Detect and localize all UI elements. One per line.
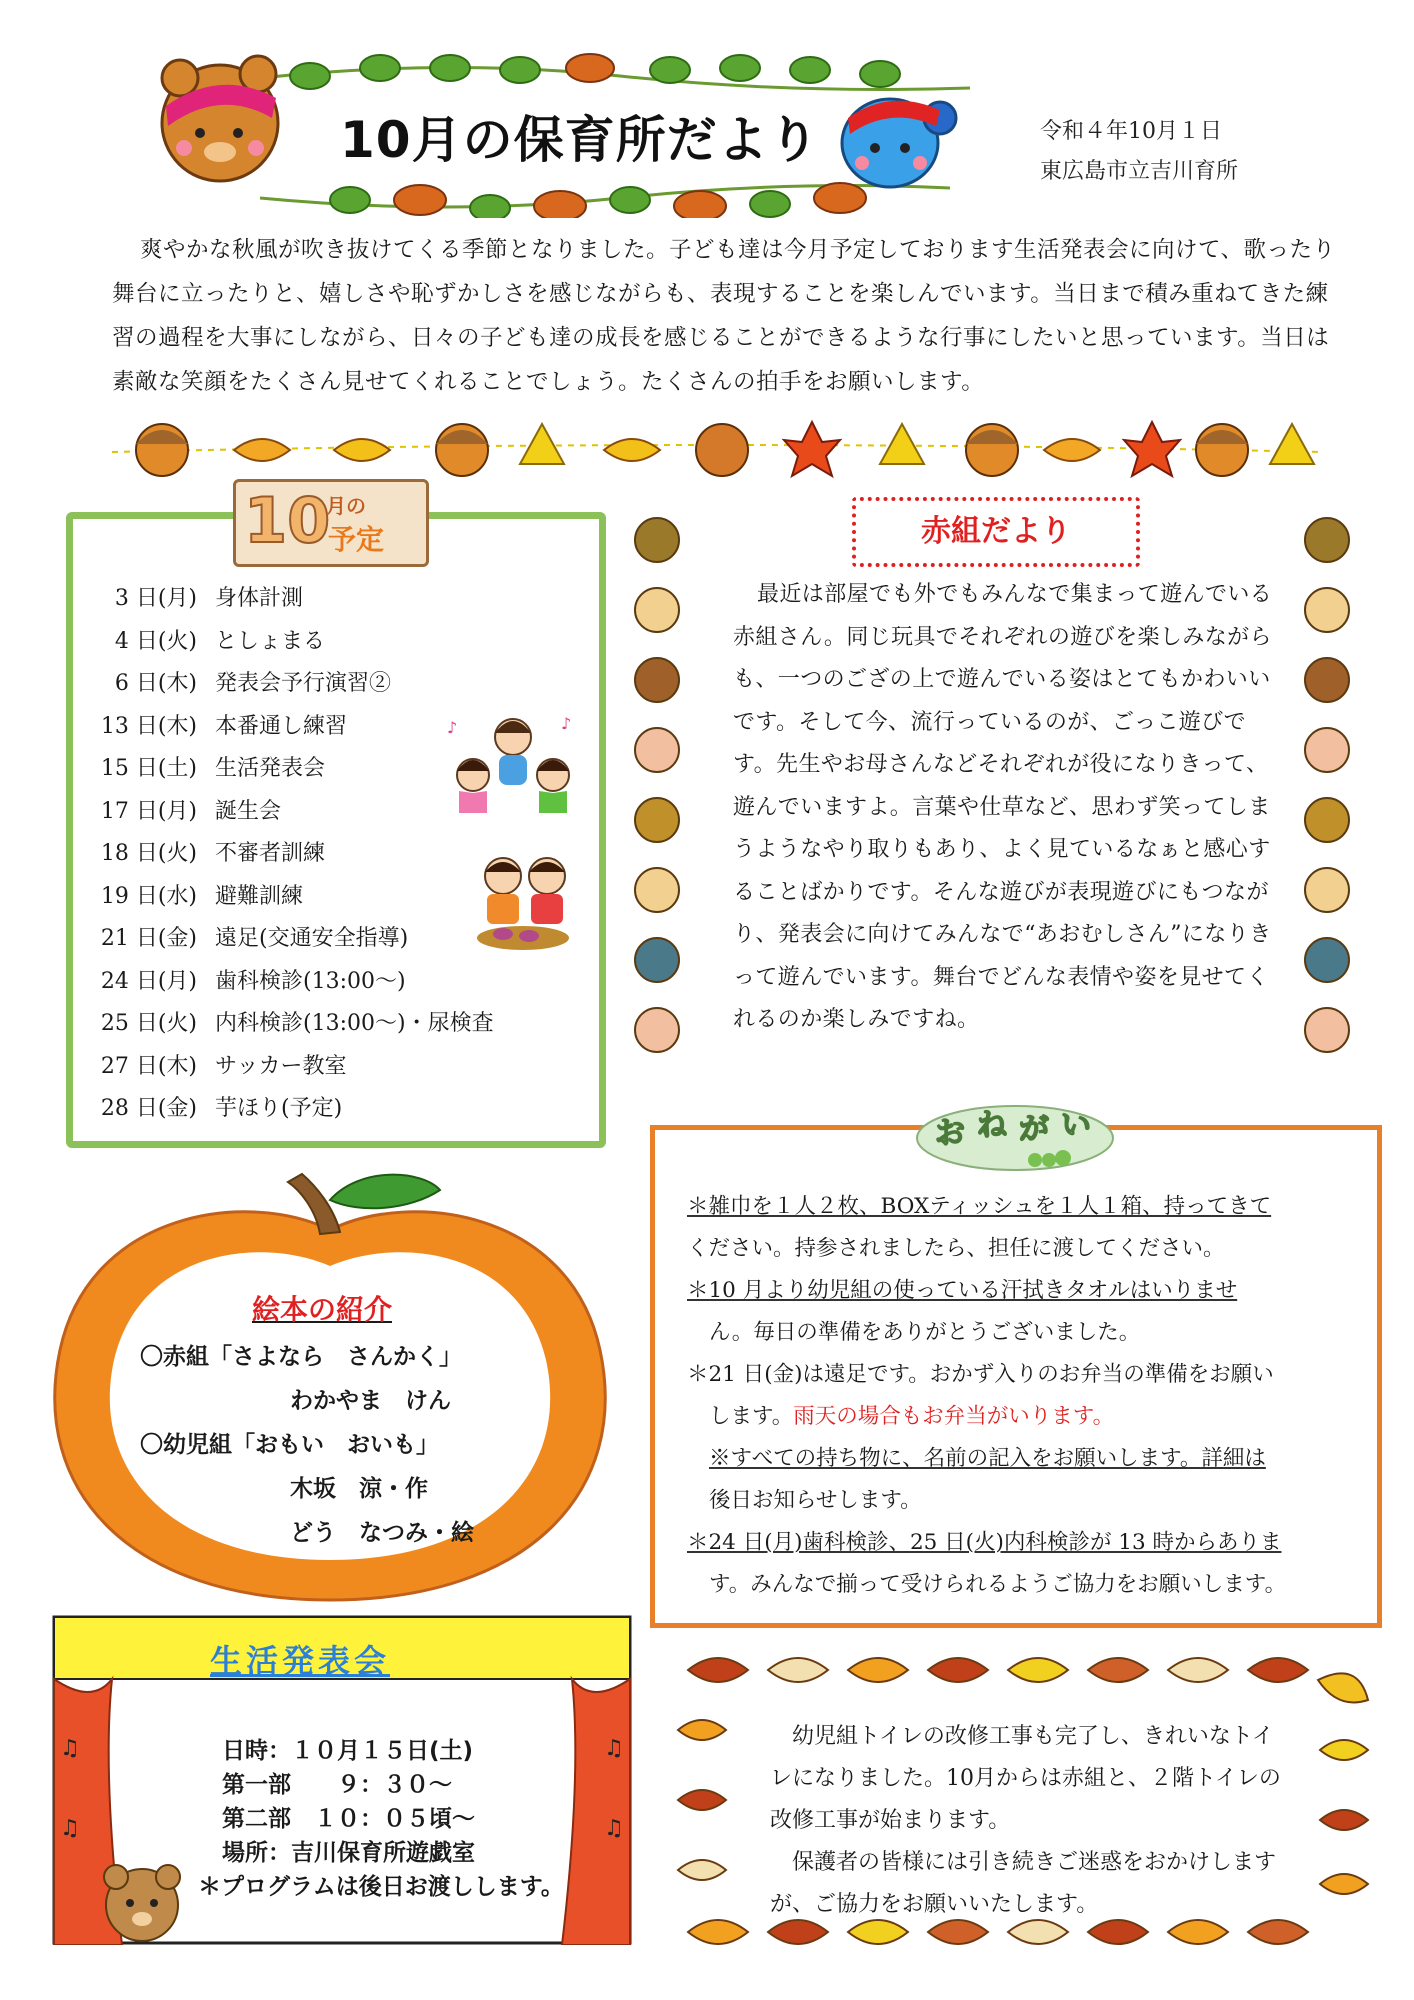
request-item-2: ＊10 月より幼児組の使っている汗拭きタオルはいりませ ん。毎日の準備をありがとうございました。 xyxy=(687,1278,1238,1345)
schedule-box xyxy=(66,484,606,1148)
schedule-event: サッカー教室 xyxy=(215,1053,347,1079)
schedule-date: 19 日(水) xyxy=(100,883,197,909)
schedule-signboard xyxy=(233,479,429,567)
children-harvest-illustration xyxy=(463,844,583,954)
signboard-label: 予定 xyxy=(328,523,385,556)
schedule-row xyxy=(87,964,406,995)
toilet-notice-p1: 幼児組トイレの改修工事も完了し、きれいなトイレになりました。10月からは赤組と、２階トイレの改修工事が始まります。 xyxy=(770,1724,1281,1833)
schedule-row xyxy=(87,666,391,697)
schedule-row xyxy=(87,709,347,740)
schedule-row xyxy=(87,1091,342,1122)
schedule-row xyxy=(87,794,281,825)
issue-meta xyxy=(1040,112,1238,192)
schedule-date: 13 日(木) xyxy=(100,713,197,739)
schedule-date: 21 日(金) xyxy=(100,926,197,951)
signboard-month: 月の xyxy=(326,494,366,518)
request-item-4: ＊24 日(月)歯科検診、25 日(火)内科検診が 13 時からありま す。みんなで揃って受けられるようご協力をお願いします。 xyxy=(687,1530,1287,1597)
schedule-event: 歯科検診(13:00～) xyxy=(215,968,406,994)
issue-date: 令和４年10月１日 xyxy=(1040,119,1222,144)
event-note: ＊プログラムは後日お渡しします。 xyxy=(198,1874,564,1900)
request-item-1: ＊雑巾を１人２枚、BOXティッシュを１人１箱、持ってきて ください。持参されましたら、担任に渡してください。 xyxy=(687,1194,1272,1261)
request-badge xyxy=(915,1098,1115,1172)
request-box xyxy=(650,1108,1382,1628)
schedule-row xyxy=(87,581,303,612)
event-part-1: 第一部 ９：３０～ xyxy=(222,1772,452,1798)
toilet-notice xyxy=(770,1716,1290,1926)
schedule-date: 6 日(木) xyxy=(114,671,197,696)
akagumi-body: 最近は部屋でも外でもみんなで集まって遊んでいる赤組さん。同じ玩具でそれぞれの遊びを楽しみながらも、一つのござの上で遊んでいる姿はとてもかわいいです。そして今、流行っているのが、ごっこ遊びです。先生やお母さんなどそれぞれが役になりきって、遊んでいますよ。言葉や仕草など、思わず笑ってしまうようなやり取りもあり、よく見ているなぁと感心することばかりです。そんな遊びが表現遊びにもつながり、発表会に向けてみんなで“あおむしさん”になりきって遊んでいます。舞台でどんな表情や姿を見せてくれるのか楽しみですね。 xyxy=(733,582,1273,1032)
organization-name: 東広島市立吉川育所 xyxy=(1040,159,1239,184)
book-intro-title: 絵本の紹介 xyxy=(252,1293,393,1326)
schedule-event: としょまる xyxy=(215,628,326,654)
acorn-border-left xyxy=(622,510,692,1090)
schedule-date: 17 日(月) xyxy=(100,798,197,824)
event-title: 生活発表会 xyxy=(210,1642,391,1680)
acorn-border-right xyxy=(1292,510,1362,1090)
schedule-date: 18 日(火) xyxy=(100,841,197,866)
schedule-date: 24 日(月) xyxy=(100,968,197,994)
toilet-notice-p2: 保護者の皆様には引き続きご迷惑をおかけしますが、ご協力をお願いいたします。 xyxy=(770,1850,1277,1917)
schedule-row xyxy=(87,921,408,952)
request-badge-char-2: ね xyxy=(977,1108,1007,1143)
schedule-row xyxy=(87,1006,494,1037)
children-singing-illustration xyxy=(443,709,583,819)
schedule-event: 身体計測 xyxy=(215,586,304,611)
rain-notice: 雨天の場合もお弁当がいります。 xyxy=(793,1404,1115,1429)
book-1-author: わかやま けん xyxy=(290,1388,451,1414)
schedule-event: 発表会予行演習② xyxy=(215,671,392,696)
schedule-date: 3 日(月) xyxy=(114,586,197,611)
book-1-title: 〇赤組「さよなら さんかく」 xyxy=(140,1344,462,1370)
bear-character xyxy=(162,56,278,181)
event-datetime: 日時：１０月１５日(土) xyxy=(222,1738,474,1764)
intro-paragraph: 爽やかな秋風が吹き抜けてくる季節となりました。子ども達は今月予定しております生活発表会に向けて、歌ったり舞台に立ったりと、嬉しさや恥ずかしさを感じながらも、表現することを楽しんでいます。当日まで積み重ねてきた練習の過程を大事にしながら、日々の子ども達の成長を感じることができるような行事にしたいと思っています。当日は素敵な笑顔をたくさん見せてくれることでしょう。たくさんの拍手をお願いします。 xyxy=(112,237,1336,395)
schedule-date: 28 日(金) xyxy=(100,1096,197,1121)
svg-text:♫: ♫ xyxy=(604,1736,624,1761)
schedule-row xyxy=(87,1049,347,1080)
schedule-event: 避難訓練 xyxy=(215,883,304,909)
request-badge-char-3: が xyxy=(1019,1112,1049,1147)
event-place: 場所：吉川保育所遊戯室 xyxy=(222,1840,475,1866)
schedule-date: 27 日(木) xyxy=(100,1053,197,1079)
svg-text:♫: ♫ xyxy=(60,1816,80,1841)
blue-character xyxy=(842,99,956,187)
request-badge-char-1: お xyxy=(935,1116,965,1151)
schedule-date: 25 日(火) xyxy=(100,1011,197,1036)
schedule-event: 遠足(交通安全指導) xyxy=(215,926,409,951)
schedule-event: 本番通し練習 xyxy=(215,713,348,739)
bear-mascot-icon xyxy=(104,1865,180,1941)
event-part-2: 第二部 １０：０５頃～ xyxy=(222,1806,475,1832)
schedule-event: 芋ほり(予定) xyxy=(215,1096,343,1121)
request-item-3: ＊21 日(金)は遠足です。おかず入りのお弁当の準備をお願い します。雨天の場合もお弁当がいります。 ※すべての持ち物に、名前の記入をお願いします。詳細は 後日お知らせします。 xyxy=(687,1362,1274,1513)
book-2-title: 〇幼児組「おもい おいも」 xyxy=(140,1432,439,1458)
newsletter-title: 10月の保育所だより xyxy=(340,111,820,169)
signboard-number: 10 xyxy=(244,484,331,557)
svg-text:♫: ♫ xyxy=(60,1736,80,1761)
schedule-row xyxy=(87,836,325,867)
svg-text:♫: ♫ xyxy=(604,1816,624,1841)
schedule-date: 15 日(土) xyxy=(100,756,197,781)
akagumi-title: 赤組だより xyxy=(852,497,1140,567)
schedule-row xyxy=(87,751,325,782)
svg-text:♪: ♪ xyxy=(561,714,572,733)
schedule-row xyxy=(87,624,325,655)
request-badge-char-4: い xyxy=(1061,1108,1091,1143)
schedule-date: 4 日(火) xyxy=(114,628,197,654)
schedule-event: 不審者訓練 xyxy=(215,841,326,866)
schedule-row xyxy=(87,879,303,910)
schedule-event: 誕生会 xyxy=(215,798,282,824)
book-2-illustrator: どう なつみ・絵 xyxy=(290,1520,474,1546)
book-2-author: 木坂 涼・作 xyxy=(290,1476,428,1502)
schedule-event: 内科検診(13:00～)・尿検査 xyxy=(215,1011,494,1036)
svg-text:♪: ♪ xyxy=(447,718,458,737)
schedule-event: 生活発表会 xyxy=(215,756,326,781)
